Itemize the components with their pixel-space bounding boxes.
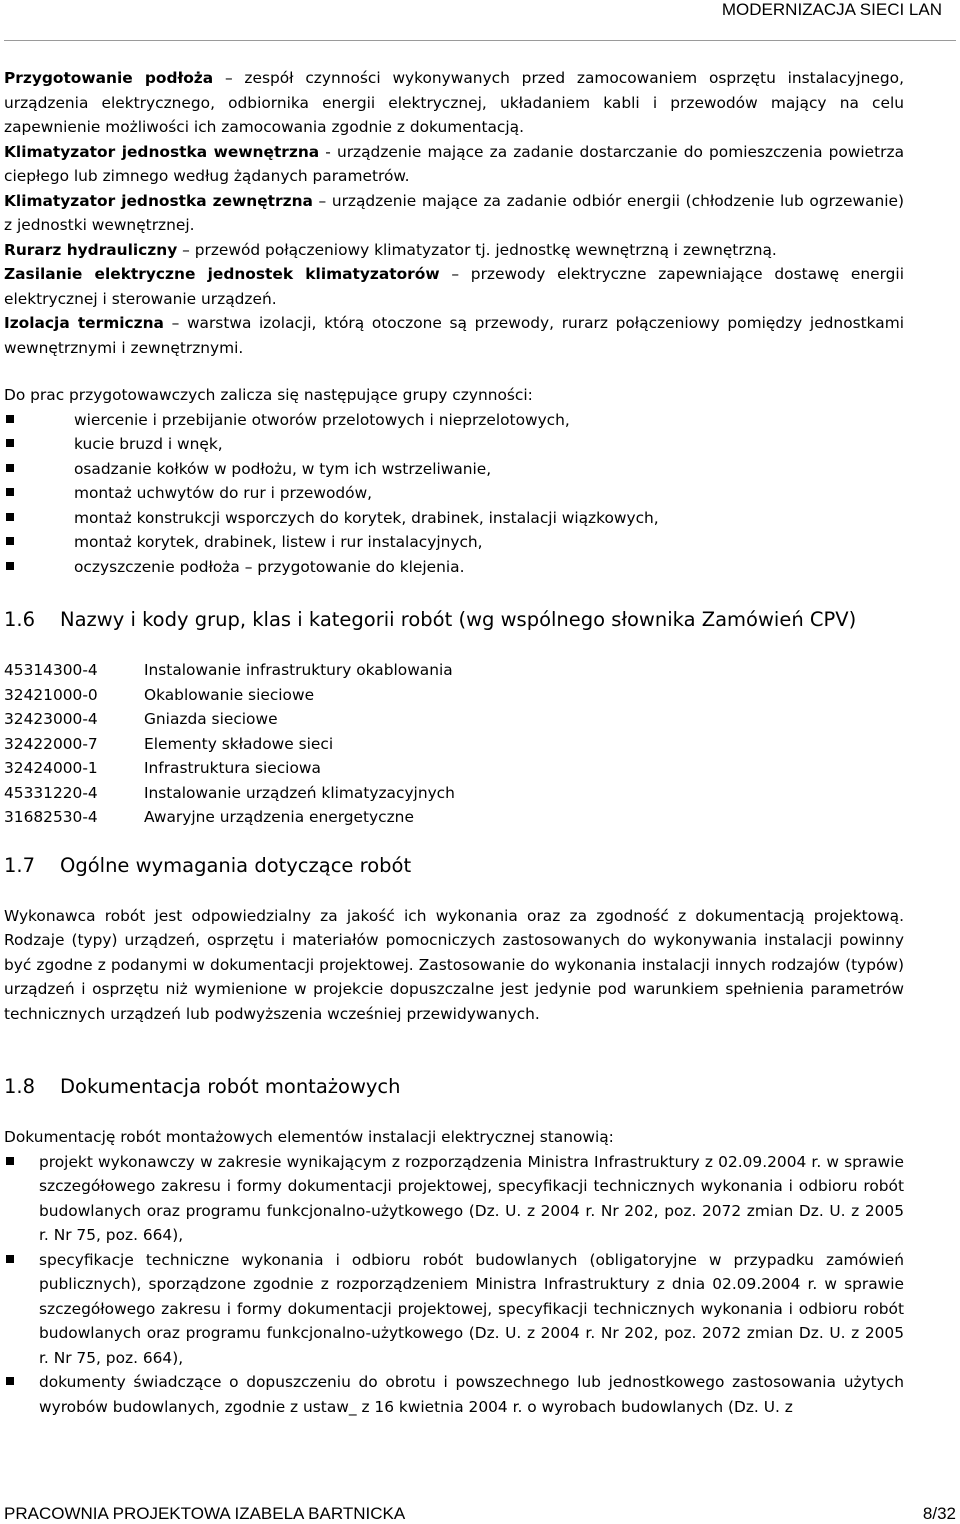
table-row <box>4 781 455 806</box>
document-body <box>4 66 904 1419</box>
section-intro: Dokumentację robót montażowych elementów instalacji elektrycznej stanowią: <box>4 1128 614 1146</box>
table-row <box>4 805 455 830</box>
definition-text: zespół czynności wykonywanych przed zamocowaniem osprzętu instalacyjnego, urządzenia elektrycznego, odbiornika energii elektrycznej, układaniem kabli i przewodów mający na celu zapewnienie możliwości ich zamocowania zgodnie z dokumentacją. <box>4 69 904 136</box>
cpv-name: Awaryjne urządzenia energetyczne <box>144 808 414 826</box>
list-item: oczyszczenie podłoża – przygotowanie do klejenia. <box>4 555 904 580</box>
square-bullet-icon <box>6 537 14 545</box>
list-item: wiercenie i przebijanie otworów przelotowych i nieprzelotowych, <box>4 408 904 433</box>
section-paragraph: Wykonawca robót jest odpowiedzialny za jakość ich wykonania oraz za zgodność z dokumentacją projektową. Rodzaje (typy) urządzeń, osprzętu i materiałów pomocniczych zastosowanych do wykonywania instalacji powinny być zgodne z podanymi w dokumentacji projektowej. Zastosowanie do wykonania instalacji innych rodzajów (typów) urządzeń i osprzętu niż wymienione w projekcie dopuszczalne jest jedynie pod warunkiem spełnienia parametrów technicznych urządzeń lub podwyższenia wcześniej przewidywanych. <box>4 906 904 1023</box>
square-bullet-icon <box>6 415 14 423</box>
square-bullet-icon <box>6 1255 14 1263</box>
cpv-name: Gniazda sieciowe <box>144 710 278 728</box>
definition-text: urządzenie mające za zadanie odbiór energii (chłodzenie lub ogrzewanie) z jednostki wewnętrznej. <box>4 191 905 234</box>
cpv-code: 32424000-1 <box>4 759 98 777</box>
definition-item: Rurarz hydrauliczny – przewód połączeniowy klimatyzator tj. jednostkę wewnętrzną i zewnętrzną. <box>4 240 777 259</box>
section-title: Dokumentacja robót montażowych <box>60 1075 401 1098</box>
footer-company: PRACOWNIA PROJEKTOWA IZABELA BARTNICKA <box>4 1504 406 1523</box>
section-heading-1-7 <box>4 852 904 880</box>
cpv-name: Instalowanie infrastruktury okablowania <box>144 661 453 679</box>
square-bullet-icon <box>6 562 14 570</box>
square-bullet-icon <box>6 1157 14 1165</box>
documentation-list <box>4 1150 904 1420</box>
square-bullet-icon <box>6 513 14 521</box>
page-number: 8/32 <box>922 1504 956 1523</box>
section-number: 1.6 <box>4 608 36 631</box>
cpv-name: Instalowanie urządzeń klimatyzacyjnych <box>144 783 455 802</box>
list-item: montaż korytek, drabinek, listew i rur instalacyjnych, <box>4 530 904 555</box>
definition-term: Klimatyzator jednostka zewnętrzna <box>4 191 313 210</box>
table-row <box>4 658 455 683</box>
section-title: Nazwy i kody grup, klas i kategorii robót (wg wspólnego słownika Zamówień CPV) <box>60 608 857 631</box>
definition-text: warstwa izolacji, którą otoczone są przewody, rurarz połączeniowy pomiędzy jednostkami wewnętrznymi i zewnętrznymi. <box>4 314 905 357</box>
list-item: montaż konstrukcji wsporczych do korytek, drabinek, instalacji wiązkowych, <box>4 506 904 531</box>
cpv-name: Okablowanie sieciowe <box>144 685 315 704</box>
definitions-list <box>4 66 904 360</box>
definition-item: Klimatyzator jednostka zewnętrzna – urządzenie mające za zadanie odbiór energii (chłodzenie lub ogrzewanie) z jednostki wewnętrznej. <box>4 191 905 234</box>
list-item: osadzanie kołków w podłożu, w tym ich wstrzeliwanie, <box>4 457 904 482</box>
cpv-code: 32421000-0 <box>4 685 98 704</box>
square-bullet-icon <box>6 488 14 496</box>
cpv-name: Elementy składowe sieci <box>144 734 334 753</box>
table-row <box>4 732 455 757</box>
square-bullet-icon <box>6 1377 14 1385</box>
header-divider <box>4 40 956 41</box>
definition-item: Izolacja termiczna – warstwa izolacji, którą otoczone są przewody, rurarz połączeniowy pomiędzy jednostkami wewnętrznymi i zewnętrznymi. <box>4 314 905 357</box>
definition-term: Klimatyzator jednostka wewnętrzna <box>4 142 320 161</box>
square-bullet-icon <box>6 464 14 472</box>
list-item: dokumenty świadczące o dopuszczeniu do obrotu i powszechnego lub jednostkowego zastosowania użytych wyrobów budowlanych, zgodnie z ustaw_ z 16 kwietnia 2004 r. o wyrobach budowlanych (Dz. U. z <box>4 1370 904 1419</box>
cpv-code: 45314300-4 <box>4 661 98 679</box>
definition-term: Izolacja termiczna <box>4 314 164 332</box>
cpv-code: 32422000-7 <box>4 734 98 753</box>
definition-text: przewód połączeniowy klimatyzator tj. jednostkę wewnętrzną i zewnętrzną. <box>189 240 777 259</box>
section-number: 1.8 <box>4 1075 36 1098</box>
section-heading-1-8 <box>4 1073 904 1101</box>
page-footer <box>4 1500 956 1524</box>
section-heading-1-6 <box>4 606 904 634</box>
table-row <box>4 683 455 708</box>
definition-item: Klimatyzator jednostka wewnętrzna - urządzenie mające za zadanie dostarczanie do pomieszczenia powietrza ciepłego lub zimnego według żądanych parametrów. <box>4 142 904 185</box>
cpv-codes-table <box>4 658 455 830</box>
definition-term: Zasilanie elektryczne jednostek klimatyzatorów <box>4 265 440 283</box>
cpv-name: Infrastruktura sieciowa <box>144 759 321 777</box>
table-row <box>4 756 455 781</box>
list-item: projekt wykonawczy w zakresie wynikającym z rozporządzenia Ministra Infrastruktury z 02.09.2004 r. w sprawie szczegółowego zakresu i formy dokumentacji projektowej, specyfikacji technicznych wykonania i odbioru robót budowlanych oraz programu funkcjonalno-użytkowego (Dz. U. z 2004 r. Nr 202, poz. 2072 zmian Dz. U. z 2005 r. Nr 75, poz. 664), <box>4 1150 904 1248</box>
definition-text: przewody elektryczne zapewniające dostawę energii elektrycznej i sterowanie urządzeń. <box>4 265 904 308</box>
table-row <box>4 707 455 732</box>
list-item: montaż uchwytów do rur i przewodów, <box>4 481 904 506</box>
list-item: specyfikacje techniczne wykonania i odbioru robót budowlanych (obligatoryjne w przypadku zamówień publicznych), sporządzone zgodnie z rozporządzeniem Ministra Infrastruktury z dnia 02.09.2004 r. w sprawie szczegółowego zakresu i formy dokumentacji projektowej, specyfikacji technicznych wykonania i odbioru robót budowlanych oraz programu funkcjonalno-użytkowego (Dz. U. z 2004 r. Nr 202, poz. 2072 zmian Dz. U. z 2005 r. Nr 75, poz. 664), <box>4 1248 904 1371</box>
prep-works-list <box>4 408 904 580</box>
definition-term: Rurarz hydrauliczny <box>4 240 178 259</box>
list-item: kucie bruzd i wnęk, <box>4 432 904 457</box>
definition-item: Zasilanie elektryczne jednostek klimatyzatorów – przewody elektryczne zapewniające dostawę energii elektrycznej i sterowanie urządzeń. <box>4 265 904 308</box>
definition-term: Przygotowanie podłoża <box>4 69 214 87</box>
square-bullet-icon <box>6 439 14 447</box>
prep-works-intro: Do prac przygotowawczych zalicza się następujące grupy czynności: <box>4 386 533 404</box>
cpv-code: 32423000-4 <box>4 710 98 728</box>
section-number: 1.7 <box>4 853 36 877</box>
page-header: MODERNIZACJA SIECI LAN <box>721 0 942 19</box>
cpv-code: 31682530-4 <box>4 808 98 826</box>
definition-text: urządzenie mające za zadanie dostarczanie do pomieszczenia powietrza ciepłego lub zimnego według żądanych parametrów. <box>4 142 904 185</box>
cpv-code: 45331220-4 <box>4 783 98 802</box>
section-title: Ogólne wymagania dotyczące robót <box>60 853 412 877</box>
definition-item: Przygotowanie podłoża – zespół czynności wykonywanych przed zamocowaniem osprzętu instalacyjnego, urządzenia elektrycznego, odbiornika energii elektrycznej, układaniem kabli i przewodów mający na celu zapewnienie możliwości ich zamocowania zgodnie z dokumentacją. <box>4 69 904 136</box>
